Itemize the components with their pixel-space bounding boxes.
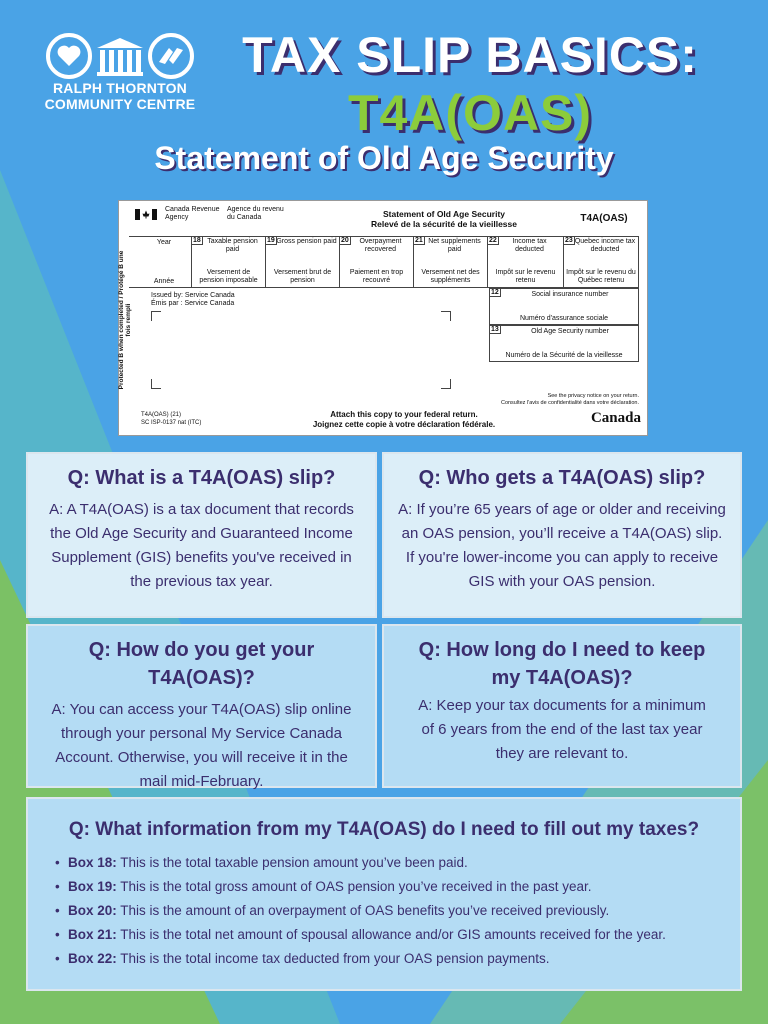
issued-by-en: Issued by: Service Canada	[151, 292, 235, 299]
slip-name-title: T4A(OAS)	[347, 85, 593, 141]
slip-box-21: 21 Net supplements paid Versement net des suppléments	[413, 237, 487, 287]
logo-line-1: RALPH THORNTON	[53, 80, 187, 96]
page-subtitle: Statement of Old Age Security	[154, 140, 614, 176]
slip-code: T4A(OAS)	[580, 213, 628, 224]
list-item: • Box 22: This is the total income tax deducted from your OAS pension payments.	[68, 947, 722, 971]
qa-question: Q: How long do I need to keep my T4A(OAS)?	[418, 639, 706, 689]
year-label-en: Year	[156, 239, 172, 246]
building-icon	[97, 38, 143, 48]
qa-question: Q: What is a T4A(OAS) slip?	[67, 467, 336, 489]
qa-question: Q: How do you get your T4A(OAS)?	[88, 639, 315, 689]
list-item: • Box 19: This is the total gross amount of OAS pension you’ve received in the past year.	[68, 875, 722, 899]
qa-answer: A: A T4A(OAS) is a tax document that records the Old Age Security and Guaranteed Income Supplement (GIS) benefits you've received in the previous tax year.	[49, 501, 354, 590]
page-title: TAX SLIP BASICS:	[242, 27, 698, 83]
privacy-notice-en: See the privacy notice on your return.	[547, 393, 639, 399]
slip-box-22: 22 Income tax deducted Impôt sur le revenu retenu	[487, 237, 563, 287]
box-list	[46, 851, 722, 971]
qa-answer: A: You can access your T4A(OAS) slip online through your personal My Service Canada Account. Otherwise, you will receive it in the mail mid-February.	[51, 701, 352, 790]
slip-box-20: 20 Overpayment recovered Paiement en trop recouvré	[339, 237, 413, 287]
tax-info-question: Q: What information from my T4A(OAS) do I need to fill out my taxes?	[68, 819, 700, 840]
list-item: • Box 18: This is the total taxable pension amount you’ve been paid.	[68, 851, 722, 875]
hands-icon	[150, 35, 192, 77]
logo-icons	[40, 32, 200, 80]
qa-card-how-get	[26, 624, 377, 788]
form-code-2: SC ISP-0137 nat (ITC)	[141, 420, 202, 426]
slip-box-19: 19 Gross pension paid Versement brut de pension	[265, 237, 339, 287]
tax-info-box	[26, 797, 742, 991]
qa-card-how-long	[382, 624, 742, 788]
attach-note-fr: Joignez cette copie à votre déclaration fédérale.	[312, 420, 496, 429]
protected-b-notice: Protected B when completed / Protégé B une fois rempli	[118, 250, 132, 390]
slip-title-fr: Relevé de la sécurité de la vieillesse	[370, 219, 517, 229]
logo-line-2: COMMUNITY CENTRE	[44, 96, 196, 112]
attach-note-en: Attach this copy to your federal return.	[330, 410, 478, 419]
slip-box-12: 12 Social insurance number Numéro d'assurance sociale	[489, 288, 639, 325]
qa-answer: A: If you’re 65 years of age or older and receiving an OAS pension, you’ll receive a T4A(OAS) slip. If you're lower-income you can apply to receive GIS with your OAS pension.	[398, 501, 726, 590]
qa-question: Q: Who gets a T4A(OAS) slip?	[418, 467, 706, 489]
slip-title-en: Statement of Old Age Security	[382, 209, 505, 219]
list-item: • Box 21: This is the total net amount of spousal allowance and/or GIS amounts received for the year.	[68, 923, 722, 947]
slip-box-13: 13 Old Age Security number Numéro de la Sécurité de la vieillesse	[489, 325, 639, 362]
qa-card-who-gets	[382, 452, 742, 618]
slip-box-18: 18 Taxable pension paid Versement de pension imposable	[191, 237, 265, 287]
organization-logo	[40, 32, 200, 112]
agency-fr: Agence du revenu du Canada	[227, 206, 284, 221]
tax-slip-sample	[118, 200, 648, 436]
list-item: • Box 20: This is the amount of an overpayment of OAS benefits you’ve received previously.	[68, 899, 722, 923]
qa-card-what-is	[26, 452, 377, 618]
issued-by-fr: Émis par : Service Canada	[151, 300, 235, 307]
qa-answer: A: Keep your tax documents for a minimum of 6 years from the end of the last tax year they are relevant to.	[418, 697, 706, 762]
privacy-notice-fr: Consultez l'avis de confidentialité dans votre déclaration.	[500, 400, 639, 406]
canada-wordmark: Canada	[590, 410, 641, 426]
form-code-1: T4A(OAS) (21)	[141, 412, 182, 418]
agency-en: Canada Revenue Agency	[165, 206, 220, 221]
year-label-fr: Année	[153, 278, 175, 285]
canada-flag-icon	[135, 209, 157, 220]
slip-box-23: 23 Quebec income tax deducted Impôt sur le revenu du Québec retenu	[563, 237, 639, 287]
